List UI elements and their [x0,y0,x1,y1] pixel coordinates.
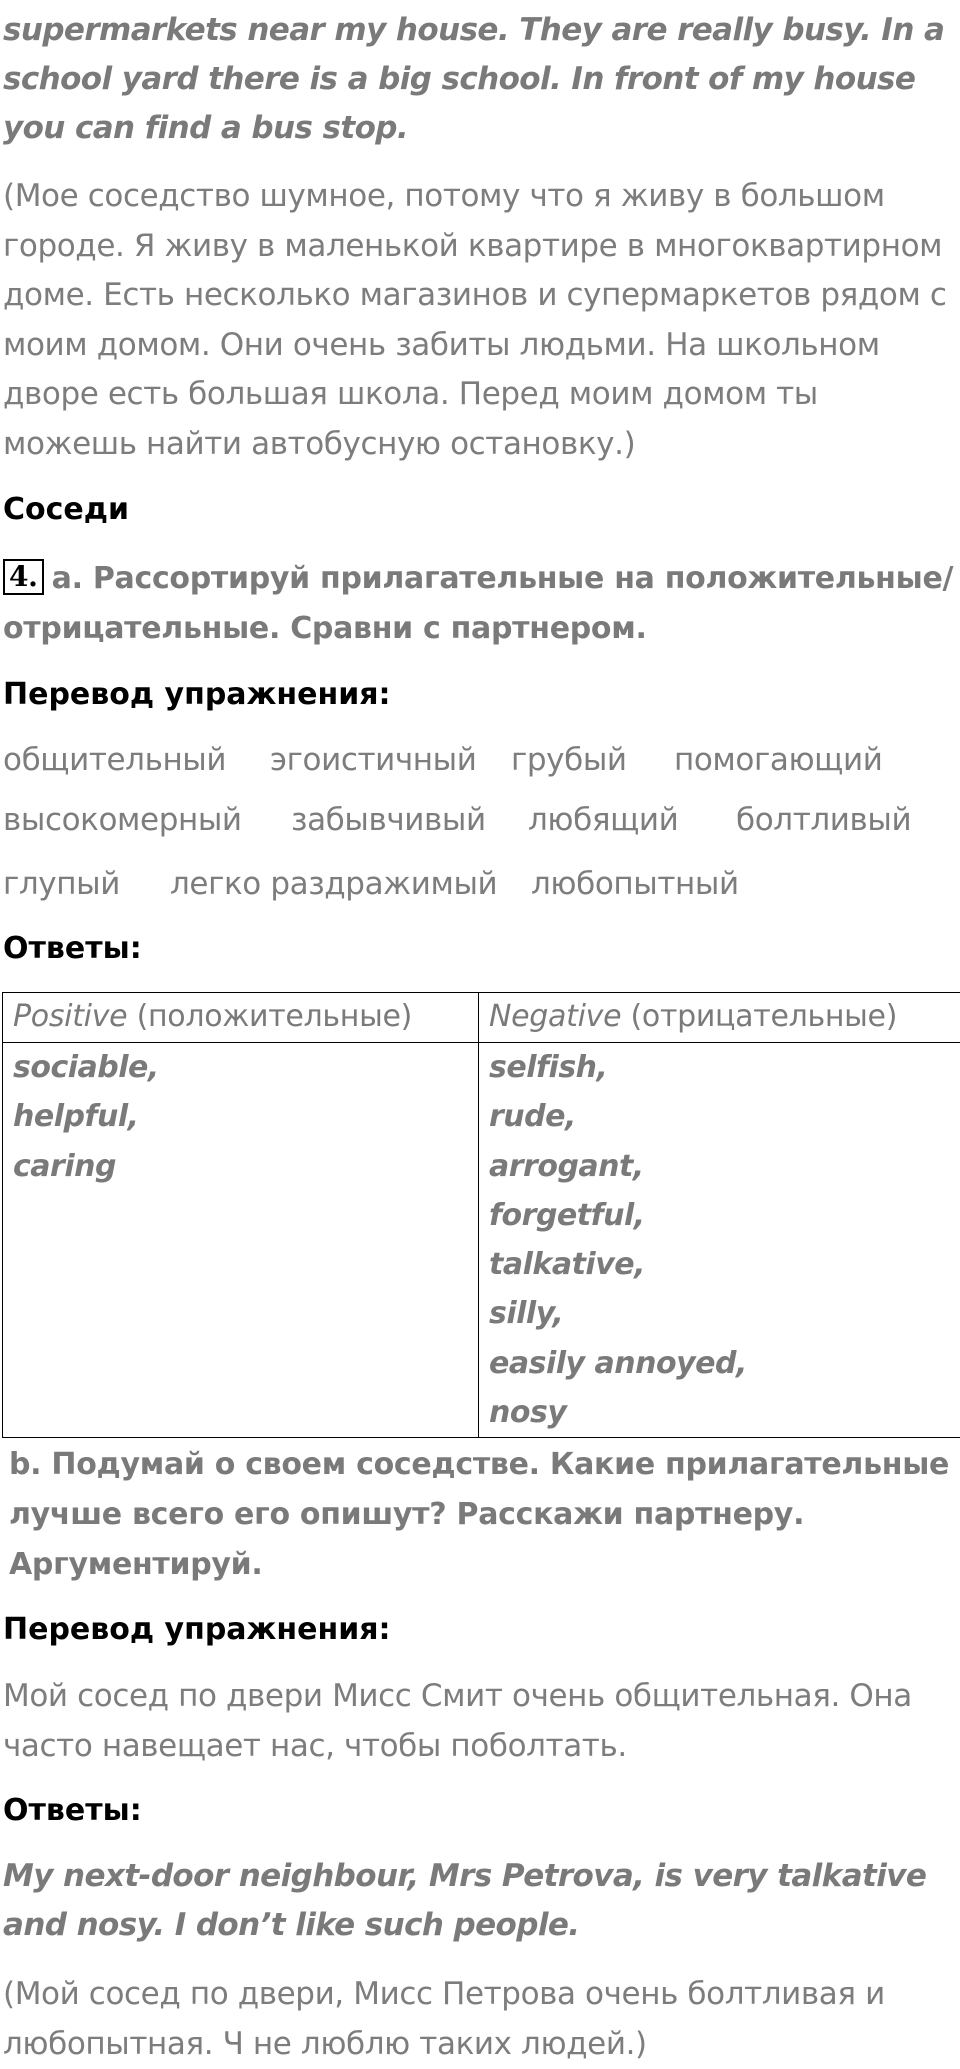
word: эгоистичный [270,738,476,782]
list-item: talkative, [489,1240,950,1289]
word-row [3,798,953,842]
list-item: sociable, [13,1043,468,1092]
section-title: Соседи [3,490,954,530]
task-4a-text: a. Рассортируй прилагательные на положительные/ отрицательные. Сравни с партнером. [3,561,953,646]
task-4b: b. Подумай о своем соседстве. Какие прилагательные лучше всего его опишут? Расскажи партнеру. Аргументируй. [9,1440,954,1590]
task-4a [3,554,954,654]
list-item: caring [13,1142,468,1191]
table-row [3,1043,960,1438]
list-item: nosy [489,1388,950,1437]
translation-heading: Перевод упражнения: [3,1610,954,1650]
word: глупый [3,862,120,906]
intro-russian-translation: (Мое соседство шумное, потому что я живу в большом городе. Я живу в маленькой квартире в многоквартирном доме. Есть несколько магазинов и супермаркетов рядом с моим домом. Они очень забиты людьми. На школьном дворе есть большая школа. Перед моим домом ты можешь найти автобусную остановку.) [3,172,954,470]
list-item: forgetful, [489,1191,950,1240]
negative-cell [479,1043,960,1438]
list-item: rude, [489,1092,950,1141]
word-row [3,862,953,906]
answers-heading: Ответы: [3,929,954,969]
word: любопытный [531,862,739,906]
word: болтливый [736,798,911,842]
word: любящий [528,798,678,842]
word: легко раздражимый [170,862,497,906]
word: помогающий [674,738,882,782]
positive-cell [3,1043,479,1438]
task-number-badge: 4. [3,559,44,595]
intro-english-text: supermarkets near my house. They are really busy. In a school yard there is a big school. In front of my house you can find a bus stop. [3,6,954,153]
word: забывчивый [291,798,486,842]
answers-heading: Ответы: [3,1791,954,1831]
list-item: selfish, [489,1043,950,1092]
translation-heading: Перевод упражнения: [3,675,954,715]
negative-column-header: Negative (отрицательные) [479,993,960,1043]
answer-english-text: My next-door neighbour, Mrs Petrova, is very talkative and nosy. I don’t like such people. [3,1852,954,1950]
list-item: easily annoyed, [489,1339,950,1388]
table-header-row [3,993,960,1043]
translation-text: Мой сосед по двери Мисс Смит очень общительная. Она часто навещает нас, чтобы поболтать. [3,1672,954,1771]
word: грубый [511,738,627,782]
list-item: arrogant, [489,1142,950,1191]
word-row [3,738,953,782]
word: высокомерный [3,798,242,842]
list-item: silly, [489,1289,950,1338]
answer-russian-translation: (Мой сосед по двери, Мисс Петрова очень болтливая и любопытная. Ч не люблю таких людей.) [3,1970,954,2069]
word: общительный [3,738,226,782]
list-item: helpful, [13,1092,468,1141]
answers-table [2,992,960,1438]
positive-column-header: Positive (положительные) [3,993,479,1043]
